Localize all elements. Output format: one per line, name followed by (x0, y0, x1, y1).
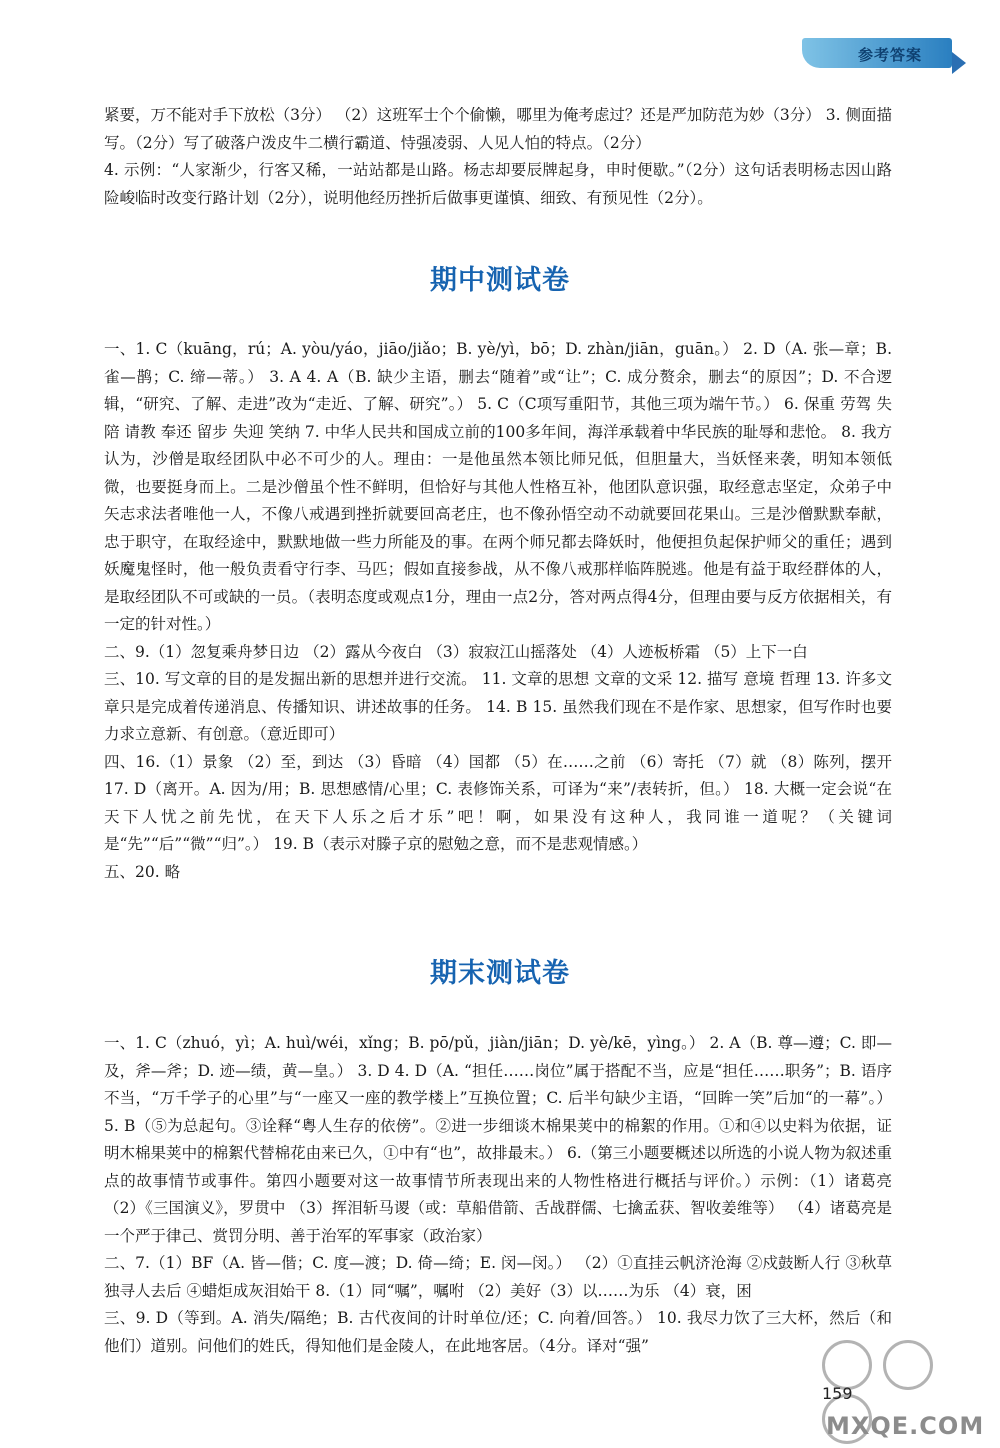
final-answers (104, 1030, 892, 1360)
intro-paragraph-1: 紧要，万不能对手下放松（3分） （2）这班军士个个偷懒，哪里为俺考虑过？还是严加防范为妙（3分） 3. 侧面描写。（2分）写了破落户泼皮牛二横行霸道、恃强凌弱、人见人怕的特点。（2分） (104, 106, 892, 152)
final-section-3: 三、9. D（等到。A. 消失/隔绝；B. 古代夜间的计时单位/还；C. 向着/回答。） 10. 我尽力饮了三大杯，然后（和他们）道别。问他们的姓氏，得知他们是金陵人，在此地客居。（4分。译对“强” (104, 1309, 892, 1355)
watermark-circle (822, 1340, 872, 1390)
midterm-section-1: 一、1. C（kuāng，rú；A. yòu/yáo，jiāo/jiǎo；B. yè/yì，bō；D. zhàn/jiān，guān。） 2. D（A. 张—章；B. 雀—鹊；C. 缔—蒂。） 3. A 4. A（B. 缺少主语，删去“随着”或“让”；C. 成分赘余，删去“的原因”；D. 不合逻辑，“研究、了解、走进”改为“走近、了解、研究”。） 5. C（C项写重阳节，其他三项为端午节。） 6. 保重 劳驾 失陪 请教 奉还 留步 失迎 笑纳 7. 中华人民共和国成立前的100多年间，海洋承载着中华民族的耻辱和悲怆。 8. 我方认为，沙僧是取经团队中必不可少的人。理由：一是他虽然本领比师兄低，但胆量大，当妖怪来袭，明知本领低微，也要挺身而上。二是沙僧虽个性不鲜明，但恰好与其他人性格互补，他团队意识强，取经意志坚定，众弟子中矢志求法者唯他一人，不像八戒遇到挫折就要回高老庄，也不像孙悟空动不动就要回花果山。三是沙僧默默奉献，忠于职守，在取经途中，默默地做一些力所能及的事。在两个师兄都去降妖时，他便担负起保护师父的重任；遇到妖魔鬼怪时，他一般负责看守行李、马匹；假如直接参战，从不像八戒那样临阵脱逃。他是有益于取经群体的人，是取经团队不可或缺的一员。（表明态度或观点1分，理由一点2分，答对两点得4分，但理由要与反方依据相关，有一定的针对性。） (104, 340, 892, 633)
watermark-circle (883, 1340, 933, 1390)
intro-paragraph-2: 4. 示例：“人家渐少，行客又稀，一站站都是山路。杨志却要辰牌起身，申时便歇。”（2分）这句话表明杨志因山路险峻临时改变行路计划（2分），说明他经历挫折后做事更谨慎、细致、有预见性（2分）。 (104, 161, 892, 207)
final-section-1: 一、1. C（zhuó，yì；A. huì/wéi，xǐng；B. pō/pǔ，jiàn/jiān；D. yè/kē，yìng。） 2. A（B. 尊—遵；C. 即—及，斧—斧；D. 迹—绩，黄—皇。） 3. D 4. D（A. “担任……岗位”属于搭配不当，应是“担任……职务”；B. 语序不当，“万千学子的心里”与“一座又一座的教学楼上”互换位置；C. 后半句缺少主语，“回眸一笑”后加“的一幕”。） 5. B（⑤为总起句。③诠释“粤人生存的依傍”。②进一步细谈木棉果荚中的棉絮的作用。①和④以史料为依据，证明木棉果荚中的棉絮代替棉花由来已久，①中有“也”，故排最末。） 6.（第三小题要概述以所选的小说人物为叙述重点的故事情节或事件。第四小题要对这一故事情节所表现出来的人物性格进行概括与评价。）示例：（1）诸葛亮 （2）《三国演义》，罗贯中 （3）挥泪斩马谡（或：草船借箭、舌战群儒、七擒孟获、智收姜维等） （4）诸葛亮是一个严于律己、赏罚分明、善于治军的军事家（政治家） (104, 1034, 892, 1245)
midterm-answers (104, 336, 892, 886)
header-tab-arrow-icon (952, 52, 966, 74)
header-tab-label: 参考答案 (857, 46, 922, 64)
midterm-section-5: 五、20. 略 (104, 862, 181, 881)
midterm-title: 期中测试卷 (430, 265, 570, 296)
midterm-section-3: 三、10. 写文章的目的是发掘出新的思想并进行交流。 11. 文章的思想 文章的文采 12. 描写 意境 哲理 13. 许多文章只是完成着传递消息、传播知识、讲述故事的任务。 14. B 15. 虽然我们现在不是作家、思想家，但写作时也要力求立意新、有创意。（意近即可） (104, 670, 892, 743)
final-section-2: 二、7.（1）BF（A. 皆—偕；C. 度—渡；D. 倚—绮；E. 闵—闵。） （2）①直挂云帆济沧海 ②戍鼓断人行 ③秋草独寻人去后 ④蜡炬成灰泪始干 8.（1）同“嘱”，嘱咐 （2）美好（3）以……为乐 （4）衰，困 (104, 1254, 892, 1300)
page-number: 159 (822, 1384, 853, 1403)
midterm-section-4: 四、16.（1）景象 （2）至，到达 （3）昏暗 （4）国都 （5）在……之前 （6）寄托 （7）就 （8）陈列，摆开 17. D（离开。A. 因为/用；B. 思想感情/心里；C. 表修饰关系，可译为“来”/表转折，但。） 18. 大概一定会说“在天下人忧之前先忧，在天下人乐之后才乐”吧！啊，如果没有这种人，我同谁一道呢？（关键词是“先”“后”“微”“归”。） 19. B（表示对滕子京的慰勉之意，而不是悲观情感。） (104, 752, 892, 853)
watermark-url: MXQE.COM (826, 1412, 985, 1440)
midterm-section-2: 二、9.（1）忽复乘舟梦日边 （2）露从今夜白 （3）寂寂江山摇落处 （4）人迹板桥霜 （5）上下一白 (104, 642, 808, 661)
final-title: 期末测试卷 (430, 958, 570, 989)
intro-answers (104, 102, 892, 212)
